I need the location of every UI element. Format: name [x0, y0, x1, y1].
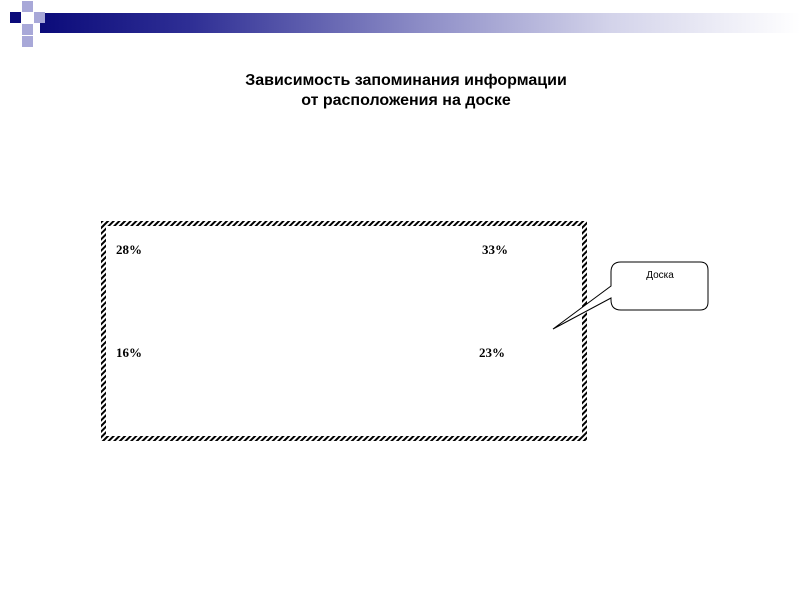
title-line-1: Зависимость запоминания информации: [245, 72, 567, 89]
board-cell-bottom-left: 16%: [116, 345, 142, 360]
callout-label: Доска: [646, 270, 674, 281]
board-cell-bottom-right: 23%: [479, 345, 505, 360]
board-cell-top-left: 28%: [116, 242, 142, 257]
title-line-2: от расположения на доске: [301, 92, 511, 109]
board-cell-top-right: 33%: [482, 242, 508, 257]
